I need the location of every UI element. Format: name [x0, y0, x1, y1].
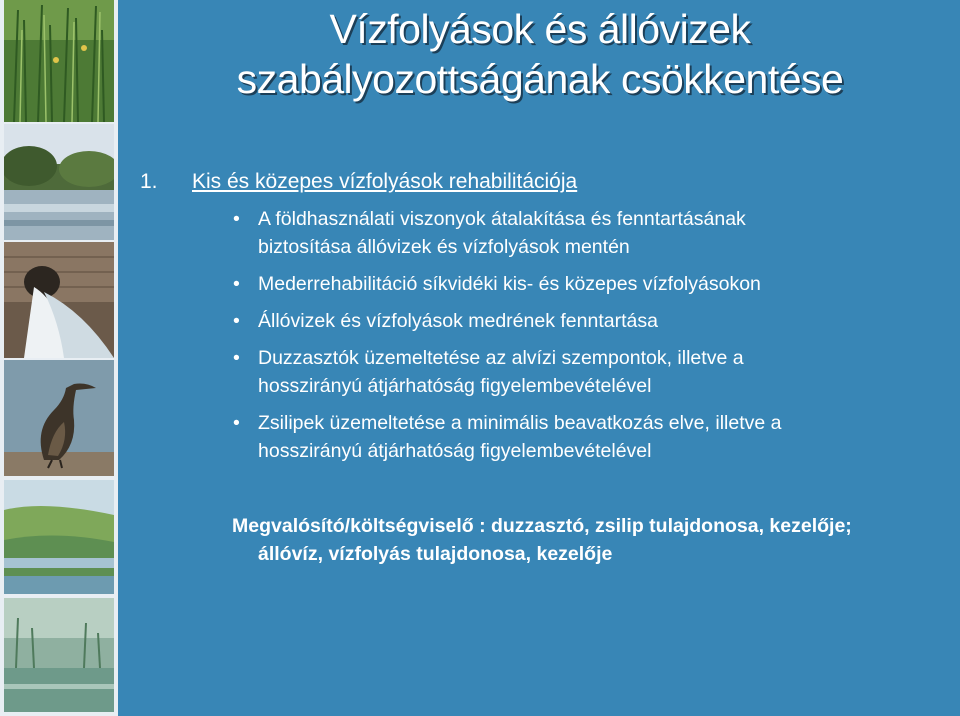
river-photo: [4, 124, 114, 240]
title-line-2: szabályozottságának csökkentése: [236, 56, 844, 102]
title-line-1: Vízfolyások és állóvizek: [329, 6, 751, 52]
section-heading-text: Kis és közepes vízfolyások rehabilitációja: [192, 170, 578, 193]
bullet-text: Zsilipek üzemeltetése a minimális beavatkozás elve, illetve a: [258, 412, 782, 434]
cormorant-photo: [4, 360, 114, 476]
footer-line-1: Megvalósító/költségviselő : duzzasztó, zsilip tulajdonosa, kezelője;: [232, 515, 852, 537]
bullet-text-continued: hosszirányú átjárhatóság figyelembevételével: [258, 440, 652, 462]
bullet-text: A földhasználati viszonyok átalakítása és fenntartásának: [258, 208, 746, 230]
bullet-item: [230, 270, 930, 298]
photo-strip: [0, 0, 118, 716]
bullet-text: Mederrehabilitáció síkvidéki kis- és közepes vízfolyásokon: [258, 273, 761, 295]
bullet-list: [230, 205, 930, 474]
footer-line-2: állóvíz, vízfolyás tulajdonosa, kezelője: [258, 543, 613, 565]
bullet-text-continued: hosszirányú átjárhatóság figyelembevételével: [258, 375, 652, 397]
reeds-photo: [4, 0, 114, 122]
bullet-text: Duzzasztók üzemeltetése az alvízi szempontok, illetve a: [258, 347, 744, 369]
footer-note: [232, 512, 932, 568]
bullet-text-continued: biztosítása állóvizek és vízfolyások mentén: [258, 236, 630, 258]
bullet-item: [230, 344, 930, 400]
bullet-item: [230, 409, 930, 465]
slide-title: [120, 4, 960, 104]
bullet-text: Állóvizek és vízfolyások medrének fenntartása: [258, 310, 658, 332]
bullet-item: [230, 205, 930, 261]
section-number: 1.: [140, 170, 158, 193]
bullet-item: [230, 307, 930, 335]
weir-photo: [4, 242, 114, 358]
section-heading: [140, 168, 940, 196]
misty-water-photo: [4, 598, 114, 712]
marsh-photo: [4, 480, 114, 594]
